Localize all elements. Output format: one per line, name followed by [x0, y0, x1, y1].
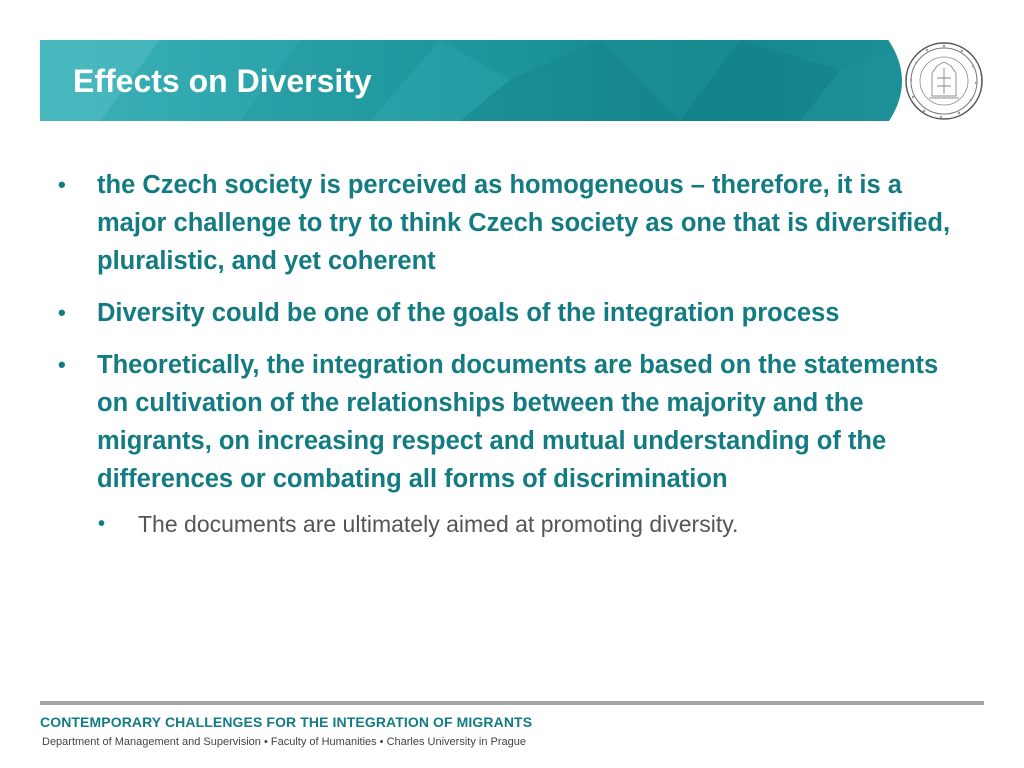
sub-bullet-text: The documents are ultimately aimed at promoting diversity. — [138, 511, 739, 537]
bullet-item — [54, 166, 974, 280]
sub-bullet-dot: • — [98, 513, 106, 535]
bullet-dot: • — [58, 352, 66, 377]
footer-subtitle: Department of Management and Supervision • Faculty of Humanities • Charles University in Prague — [42, 736, 526, 748]
bullet-dot: • — [58, 172, 66, 197]
slide-title: Effects on Diversity — [73, 63, 372, 99]
bullet-item — [54, 294, 974, 332]
title-banner — [40, 40, 910, 121]
bullet-item — [54, 346, 974, 498]
bullet-text: the Czech society is perceived as homogeneous – therefore, it is a major challenge to try to think Czech society as one that is diversified, pluralistic, and yet coherent — [97, 171, 951, 275]
bullet-dot: • — [58, 300, 66, 325]
slide-content — [54, 166, 974, 540]
footer-divider — [40, 701, 984, 705]
bullet-text: Diversity could be one of the goals of the integration process — [97, 299, 840, 327]
footer-title: CONTEMPORARY CHALLENGES FOR THE INTEGRATION OF MIGRANTS — [40, 714, 533, 730]
university-seal-icon — [887, 38, 985, 124]
sub-bullet-item — [54, 508, 974, 540]
bullet-text: Theoretically, the integration documents are based on the statements on cultivation of the relationships between the majority and the migrants, on increasing respect and mutual understanding of the differences or combating all forms of discrimination — [97, 351, 939, 493]
